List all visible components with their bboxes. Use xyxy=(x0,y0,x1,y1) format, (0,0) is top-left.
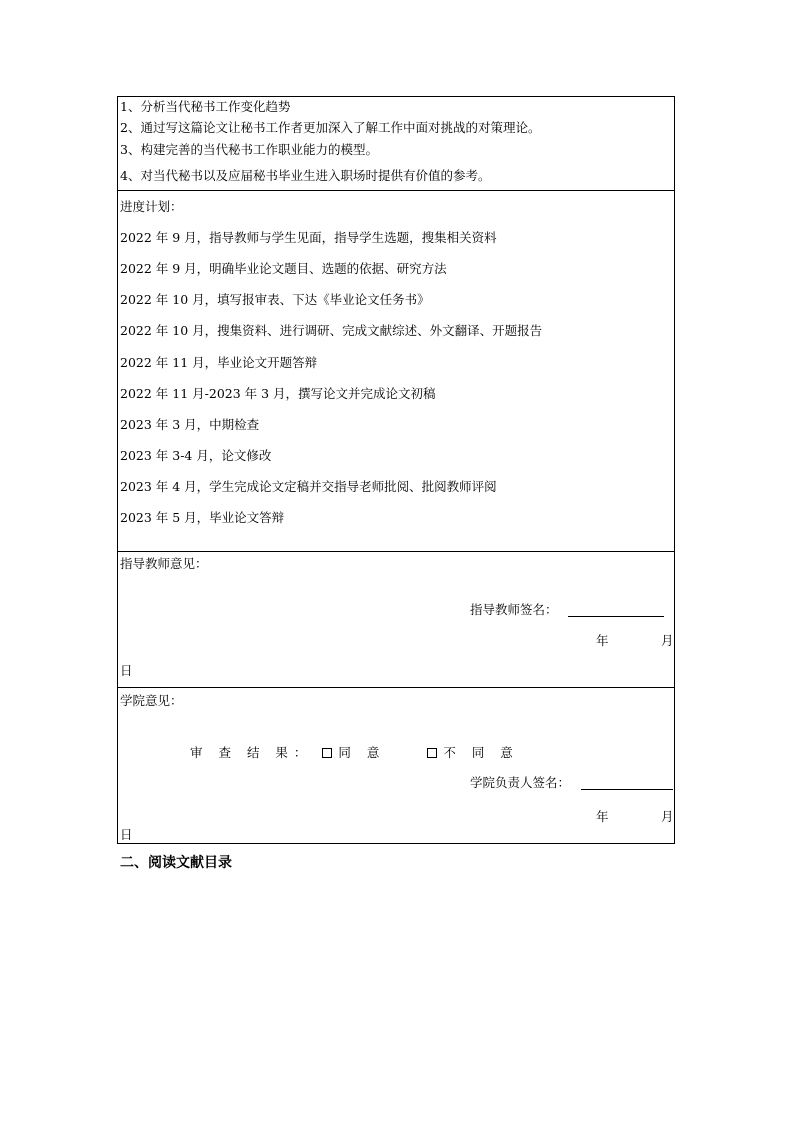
objectives-section xyxy=(118,97,674,191)
agree-checkbox[interactable] xyxy=(322,748,332,758)
schedule-item: 2022 年 11 月-2023 年 3 月，撰写论文并完成论文初稿 xyxy=(120,386,436,401)
advisor-date-month: 月 xyxy=(661,633,674,648)
college-date-day: 日 xyxy=(120,827,133,842)
objective-line: 3、构建完善的当代秘书工作职业能力的模型。 xyxy=(120,142,378,157)
schedule-item: 2023 年 4 月，学生完成论文定稿并交指导老师批阅、批阅教师评阅 xyxy=(120,479,497,494)
schedule-item: 2022 年 10 月，填写报审表、下达《毕业论文任务书》 xyxy=(120,292,430,307)
agree-label: 同 意 xyxy=(338,745,386,760)
schedule-item: 2022 年 10 月，搜集资料、进行调研、完成文献综述、外文翻译、开题报告 xyxy=(120,323,543,338)
objective-line: 2、通过写这篇论文让秘书工作者更加深入了解工作中面对挑战的对策理论。 xyxy=(120,120,541,135)
college-opinion-title: 学院意见： xyxy=(120,693,183,708)
section-heading: 二、阅读文献目录 xyxy=(120,855,232,871)
schedule-item: 2023 年 5 月，毕业论文答辩 xyxy=(120,510,285,525)
advisor-signature-line xyxy=(568,616,664,617)
schedule-item: 2022 年 11 月，毕业论文开题答辩 xyxy=(120,355,318,370)
advisor-opinion-section xyxy=(118,552,674,688)
objective-line: 1、分析当代秘书工作变化趋势 xyxy=(120,99,291,114)
college-date-month: 月 xyxy=(661,809,674,824)
advisor-signature-label: 指导教师签名： xyxy=(470,602,558,617)
advisor-date-day: 日 xyxy=(120,663,133,678)
college-signature-label: 学院负责人签名： xyxy=(470,775,571,790)
disagree-checkbox[interactable] xyxy=(427,748,437,758)
schedule-item: 2022 年 9 月，明确毕业论文题目、选题的依据、研究方法 xyxy=(120,261,447,276)
review-result xyxy=(190,745,519,761)
schedule-item: 2022 年 9 月，指导教师与学生见面，指导学生选题，搜集相关资料 xyxy=(120,230,497,245)
review-result-label: 审 查 结 果： xyxy=(190,745,313,760)
form-table xyxy=(117,96,675,844)
college-signature-line xyxy=(581,789,673,790)
objective-line: 4、对当代秘书以及应届秘书毕业生进入职场时提供有价值的参考。 xyxy=(120,168,491,183)
advisor-date-year: 年 xyxy=(596,633,609,648)
schedule-item: 2023 年 3 月，中期检查 xyxy=(120,417,260,432)
schedule-item: 2023 年 3-4 月，论文修改 xyxy=(120,448,272,463)
advisor-opinion-title: 指导教师意见： xyxy=(120,556,208,571)
college-date-year: 年 xyxy=(596,809,609,824)
college-opinion-section xyxy=(118,688,674,843)
disagree-label: 不 同 意 xyxy=(443,745,519,760)
schedule-section xyxy=(118,191,674,552)
schedule-title: 进度计划： xyxy=(120,199,183,214)
